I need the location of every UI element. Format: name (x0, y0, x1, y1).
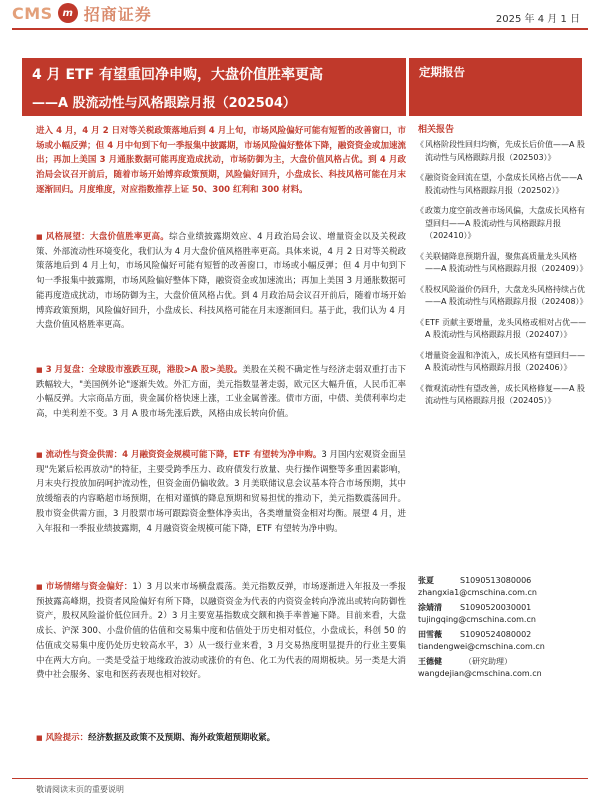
summary-paragraph: 进入 4 月，4 月 2 日对等关税政策落地后到 4 月上旬，市场风险偏好可能有短暂的改善窗口，市场或小幅反弹；但 4 月中旬到下旬一季报集中披露期，市场风险偏好整体下降，融资资金或加速流出；再加上美国 3 月通胀数据可能再度造成扰动，市场防御为主，大盘价值风格占优。到 4 月政治局会议召开前后，随着市场开始博弈政策预期，风险偏好回升，小盘成长、科技风格可能在月末逐渐回归。月度维度，对应指数推荐上证 50、300 红利和 300 材料。 (36, 126, 406, 195)
risk-heading: 风险提示： (45, 733, 89, 743)
section-march-review (36, 363, 406, 422)
analyst-name: 涂婧清 (418, 603, 442, 612)
section-style-outlook (36, 230, 406, 333)
section-body: 1）3 月以来市场横盘震荡。美元指数反弹，市场逐渐进入年报及一季报预披露高峰期，投资者风险偏好有所下降，以融资资金为代表的内资资金转向净流出或转向防御性资产，股权风险溢价低位回升。2）3 月主要宽基指数成交额和换手率普遍下降。目前来看，大盘成长、沪深 300、小盘价值的估值和交易集中度和估值处于历史相对低位，小盘成长，科创 50 的估值成交易集中度仍处历史较高水平，3）从一级行业来看，3 月交易热度明显提升的行业主要集中在两大方向。一类是受益于地缘政治波动或涨价的有色、化工为代表的周期板块。另一类是大消费中社会服务、家电和医药表现也相对较好。 (36, 582, 406, 681)
related-reports (418, 122, 588, 416)
analyst-email[interactable]: zhangxia1@cmschina.com.cn (418, 588, 537, 597)
logo-badge-icon: m (58, 3, 78, 23)
bullet-icon: ■ (36, 366, 43, 374)
section-heading: 3 月复盘：全球股市涨跌互现，港股>A 股>美股。 (45, 365, 243, 375)
section-heading: 流动性与资金供需：4 月融资资金规模可能下降，ETF 有望转为净申购。 (45, 450, 322, 460)
header-divider (12, 28, 588, 30)
bullet-icon: ■ (36, 583, 43, 591)
analyst-entry (418, 602, 588, 626)
related-report-link[interactable]: 《 股权风险溢价仍回升，大盘龙头风格持续占优——A 股流动性与风格跟踪月报（202408）》 (418, 284, 588, 309)
logo-text-cn: 招商证券 (83, 4, 152, 24)
analyst-name: 张夏 (418, 576, 434, 585)
analyst-id: S1090520030001 (460, 603, 532, 612)
analyst-role: （研究助理） (464, 657, 512, 666)
report-type-label: 定期报告 (419, 65, 465, 79)
bullet-icon: ■ (36, 734, 43, 742)
report-title: 4 月 ETF 有望重回净申购，大盘价值胜率更高 (32, 67, 324, 83)
related-reports-heading: 相关报告 (418, 125, 455, 135)
section-heading: 市场情绪与资金偏好： (45, 582, 133, 592)
title-banner (22, 58, 406, 116)
footer-divider (12, 778, 588, 779)
analyst-entry (418, 656, 588, 680)
section-body: 3 月国内宏观资金面呈现"先紧后松再放动"的特征，主要受跨季压力、政府债发行放量、央行操作调整等多重因素影响，月末央行投放加码呵护流动性，但资金面仍偏收敛。3 月美联储议息会议基本符合市场预期，其中放缓缩表的内容略超市场预期，在相对谨慎的降息预期和贸易担忧的推动下，美元指数震荡回升。股市资金供需方面，3 月股票市场可跟踪资金整体净卖出，各类增量资金相对均衡。展望 4 月，进入年报和一季报业绩披露期，4 月融资资金规模可能下降，ETF 有望转为净申购。 (36, 450, 406, 534)
footer-note: 敬请阅读末页的重要说明 (36, 785, 124, 794)
section-market-sentiment (36, 580, 406, 683)
report-type-banner (409, 58, 582, 116)
related-report-link[interactable]: 《 政策力度空前改善市场风偏，大盘成长风格有望回归——A 股流动性与风格跟踪月报（202410）》 (418, 205, 588, 243)
risk-warning (36, 731, 406, 746)
related-report-link[interactable]: 《 微观流动性有望改善，成长风格修复——A 股流动性与风格跟踪月报（202405）》 (418, 383, 588, 408)
related-report-link[interactable]: 《 融资资金回流在望，小盘成长风格占优——A 股流动性与风格跟踪月报（202502）》 (418, 172, 588, 197)
section-body: 美股在关税不确定性与经济走弱双重打击下跌幅较大，"美国例外论"逐渐失效。外汇方面，美元指数显著走弱，欧元区大幅升值，人民币汇率小幅反弹。大宗商品方面，贵金属价格快速上涨，工业金属普涨。债市方面，中债、美债利率均走高，中美利差不变。3 月 A 股市场先涨后跌，风格由成长转向价值。 (36, 365, 406, 420)
analyst-name: 王德健 (418, 657, 442, 666)
analyst-entry (418, 575, 588, 599)
company-logo (12, 2, 152, 24)
analyst-entry (418, 629, 588, 653)
section-body: 综合业绩披露期效应、4 月政治局会议、增量资金以及关税政策、外部流动性环境变化，我们认为 4 月大盘价值风格胜率更高。具体来说，4 月 2 日对等关税政策落地后到 4 月上旬，市场风险偏好可能有短暂的改善窗口，市场或小幅反弹；但 4 月中旬到下旬一季报集中披露期，市场风险偏好整体下降，融资资金或加速流出；再加上美国 3 月通胀数据可能再度造成扰动，市场防御为主，大盘价值风格占优。到 4 月政治局会议召开前后，随着市场开始博弈政策预期，风险偏好回升，小盘成长、科技风格可能在月末逐渐回归。基于此，我们认为 4 月大盘价值风格胜率更高。 (36, 232, 406, 331)
related-report-link[interactable]: 《 ETF 贡献主要增量，龙头风格或相对占优——A 股流动性与风格跟踪月报（202407）》 (418, 317, 588, 342)
bullet-icon: ■ (36, 233, 43, 241)
analyst-email[interactable]: tujingqing@cmschina.com.cn (418, 615, 536, 624)
analyst-name: 田雪薇 (418, 630, 442, 639)
report-subtitle: ——A 股流动性与风格跟踪月报（202504） (32, 96, 296, 111)
section-liquidity (36, 448, 406, 536)
related-report-link[interactable]: 《 增量资金温和净流入，成长风格有望回归——A 股流动性与风格跟踪月报（202406）》 (418, 350, 588, 375)
analyst-email[interactable]: tiandengwei@cmschina.com.cn (418, 642, 545, 651)
logo-text-en: CMS (12, 3, 53, 23)
analyst-id: S1090513080006 (460, 576, 532, 585)
related-report-link[interactable]: 《 关联储降息预期升温，聚焦高质量龙头风格——A 股流动性与风格跟踪月报（202409）》 (418, 251, 588, 276)
report-date: 2025 年 4 月 1 日 (495, 14, 580, 25)
related-report-link[interactable]: 《 风格阶段性回归均衡，先成长后价值——A 股流动性与风格跟踪月报（202503）》 (418, 139, 588, 164)
analyst-list (418, 575, 588, 683)
bullet-icon: ■ (36, 451, 43, 459)
section-heading: 风格展望：大盘价值胜率更高。 (45, 232, 170, 242)
analyst-email[interactable]: wangdejian@cmschina.com.cn (418, 669, 542, 678)
risk-body: 经济数据及政策不及预期、海外政策超预期收紧。 (88, 733, 276, 743)
analyst-id: S1090524080002 (460, 630, 532, 639)
